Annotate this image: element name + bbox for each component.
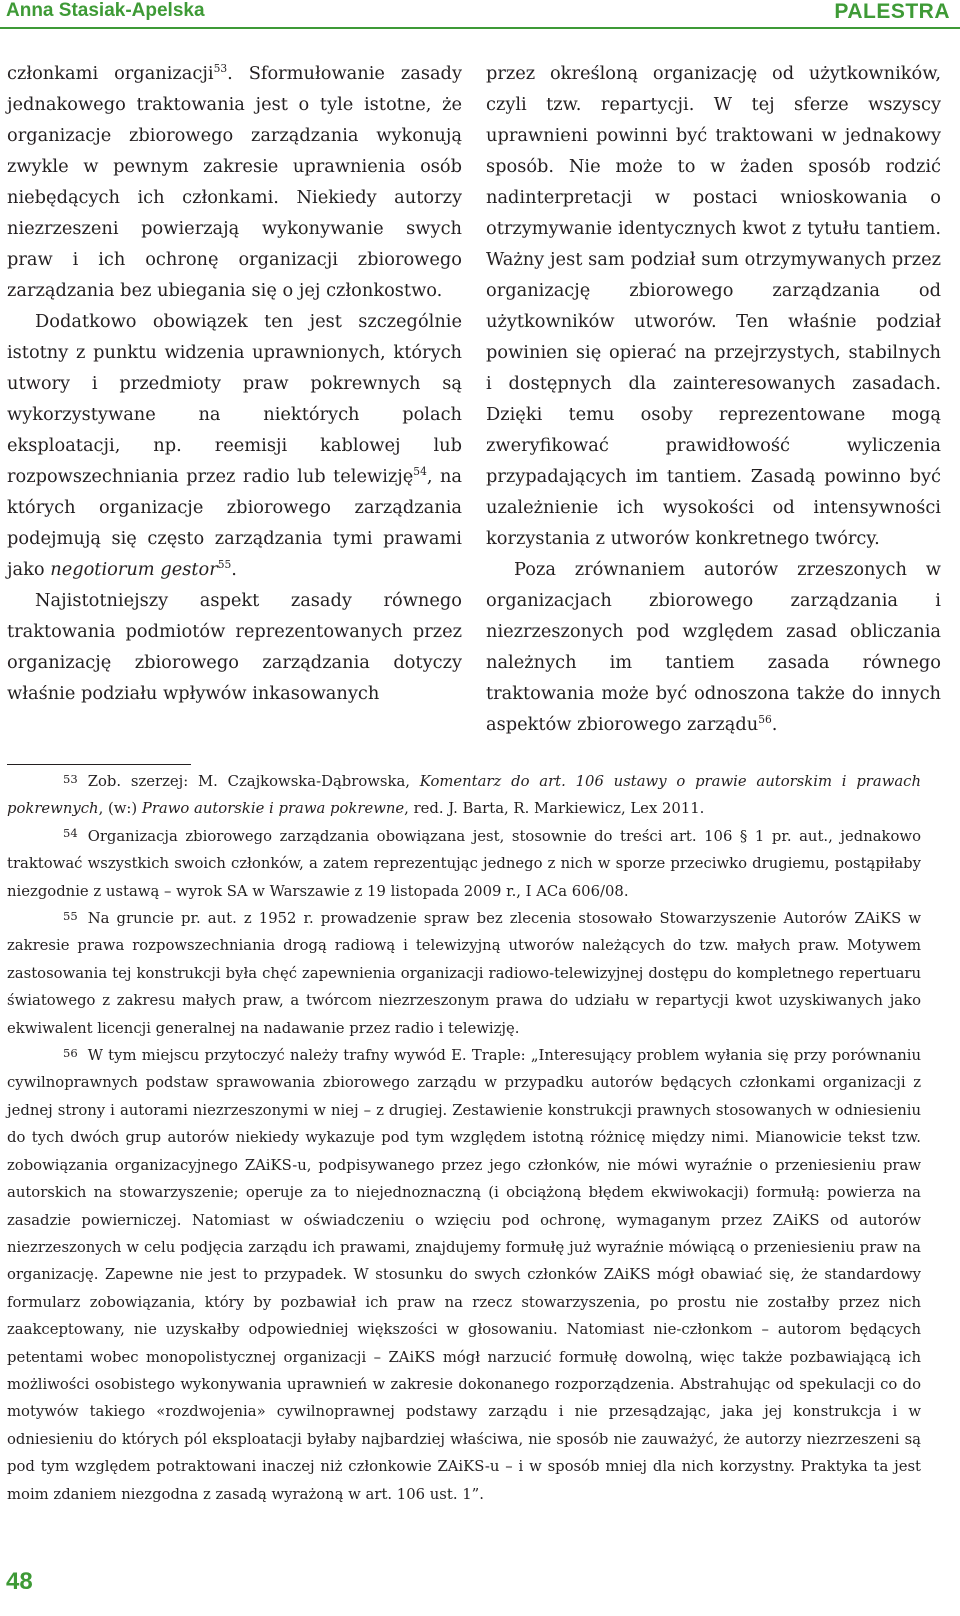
running-header-journal: PALESTRA	[834, 0, 950, 23]
left-p1-text-a: członkami organizacji	[7, 63, 214, 84]
left-p2-text-a: Dodatkowo obowiązek ten jest szczególnie istotny z punktu widzenia uprawnionych, których utwory i przedmioty praw pokrewnych są wykorzystywane na niektórych polach eksploatacji, np. reemisji kablowej lub rozpowszechniania przez radio lub telewizję	[7, 311, 462, 487]
footnotes-section	[7, 768, 921, 1508]
footnote-53-italic-1: Komentarz do art. 106 ustawy o prawie autorskim i prawach pokrewnych	[7, 773, 921, 818]
footnote-56: 56 W tym miejscu przytoczyć należy trafny wywód E. Traple: „Interesujący problem wyłania się przy porównaniu cywilnoprawnych podstaw sprawowania zbiorowego zarządu w przypadku autorów będących członkami organizacji z jednej strony i autorami niezrzeszonymi w niej – z drugiej. Zestawienie konstrukcji prawnych stosowanych w odniesieniu do tych dwóch grup autorów niekiedy wykazuje pod tym względem istotną różnicę między nimi. Mianowicie tekst tzw. zobowiązania organizacyjnego ZAiKS-u, podpisywanego przez jego członków, nie mówi wyraźnie o przeniesieniu praw autorskich na stowarzyszenie; operuje za to niejednoznaczną (i obciążoną błędem ekwiwokacji) formułą: powierza na zasadzie powierniczej. Natomiast w oświadczeniu o wzięciu pod ochronę, wymaganym przez ZAiKS od autorów niezrzeszonych w celu podjęcia zarządu ich prawami, znajdujemy formułę już wyraźnie mówiącą o przeniesieniu praw na organizację. Zapewne nie jest to przypadek. W stosunku do swych członków ZAiKS mógł obawiać się, że standardowy formularz zobowiązania, który by pozbawiał ich praw na rzecz stowarzyszenia, po prostu nie zostałby przez nich zaakceptowany, nie uzyskałby odpowiedniej większości w głosowaniu. Natomiast nie-członkom – autorom będących petentami wobec monopolistycznej organizacji – ZAiKS mógł narzucić formułę dowolną, więc także pozbawiającą ich możliwości osobistego wykonywania uprawnień w zakresie dokonanego rozporządzenia. Abstrahując od spekulacji co do motywów takiego «rozdwojenia» cywilnoprawnej podstawy zarządu i nie przesądzając, jaka jej konstrukcja i w odniesieniu do których pól eksploatacji byłaby najbardziej właściwa, nie sposób nie zauważyć, że autorzy niezrzeszeni są pod tym względem potraktowani inaczej niż członkowie ZAiKS-u – i w sposób mniej dla nich korzystny. Praktyka ta jest moim zdaniem niezgodna z zasadą wyrażoną w art. 106 ust. 1”.	[7, 1045, 921, 1503]
footnote-55-text: Na gruncie pr. aut. z 1952 r. prowadzenie spraw bez zlecenia stosowało Stowarzyszenie Autorów ZAiKS w zakresie prawa rozpowszechniania drogą radiową i telewizyjną utworów należących do tzw. małych praw. Motywem zastosowania tej konstrukcji była chęć zapewnienia organizacji radiowo-telewizyjnej dostępu do kompletnego repertuaru światowego z zakresu małych praw, a twórcom niezrzeszonym prawa do udziału w repartycji kwot uzyskiwanych jako ekwiwalent licencji generalnej na nadawanie przez radio i telewizję.	[7, 910, 921, 1037]
footnote-54: 54 Organizacja zbiorowego zarządzania obowiązana jest, stosownie do treści art. 106 § 1 pr. aut., jednakowo traktować wszystkich swoich członków, a zatem reprezentując jednego z nich w sporze przeciwko drugiemu, postąpiłaby niezgodnie z ustawą – wyrok SA w Warszawie z 19 listopada 2009 r., I ACa 606/08.	[7, 826, 921, 900]
left-p2-italic: negotiorum gestor	[50, 559, 218, 580]
right-paragraph-1: przez określoną organizację od użytkowników, czyli tzw. repartycji. W tej sferze wszyscy uprawnieni powinni być traktowani w jednakowy sposób. Nie może to w żaden sposób rodzić nadinterpretacji w postaci wnioskowania o otrzymywanie identycznych kwot z tytułu tantiem. Ważny jest sam podział sum otrzymywanych przez organizację zbiorowego zarządzania od użytkowników utworów. Ten właśnie podział powinien się opierać na przejrzystych, stabilnych i dostępnych dla zainteresowanych zasadach. Dzięki temu osoby reprezentowane mogą zweryfikować prawidłowość wyliczenia przypadających im tantiem. Zasadą powinno być uzależnienie ich wysokości od intensywności korzystania z utworów konkretnego twórcy.	[486, 63, 941, 549]
left-paragraph-3: Najistotniejszy aspekt zasady równego traktowania podmiotów reprezentowanych przez organizację zbiorowego zarządzania dotyczy właśnie podziału wpływów inkasowanych	[7, 590, 462, 704]
footnote-53-italic-2: Prawo autorskie i prawa pokrewne	[141, 800, 405, 818]
footnote-53-text-a: Zob. szerzej: M. Czajkowska-Dąbrowska,	[87, 773, 420, 790]
left-p2-text-b: , na których organizacje zbiorowego zarządzania podejmują się często zarządzania tymi prawami jako	[7, 466, 463, 580]
left-paragraph-1	[7, 58, 462, 306]
footnote-ref-54[interactable]: 54	[413, 465, 427, 479]
footnote-ref-56[interactable]: 56	[758, 713, 772, 727]
running-header-author: Anna Stasiak-Apelska	[6, 0, 205, 21]
right-column	[486, 58, 941, 740]
footnote-55: 55 Na gruncie pr. aut. z 1952 r. prowadzenie spraw bez zlecenia stosowało Stowarzyszenie Autorów ZAiKS w zakresie prawa rozpowszechniania drogą radiową i telewizyjną utworów należących do tzw. małych praw. Motywem zastosowania tej konstrukcji była chęć zapewnienia organizacji radiowo-telewizyjnej dostępu do kompletnego repertuaru światowego z zakresu małych praw, a twórcom niezrzeszonym prawa do udziału w repartycji kwot uzyskiwanych jako ekwiwalent licencji generalnej na nadawanie przez radio i telewizję.	[7, 908, 921, 1037]
right-p2-text-a: Poza zrównaniem autorów zrzeszonych w organizacjach zbiorowego zarządzania i niezrzeszonych pod względem zasad obliczania należnych im tantiem zasada równego traktowania może być odnoszona także do innych aspektów zbiorowego zarządu	[486, 559, 941, 735]
footnote-ref-55[interactable]: 55	[217, 558, 232, 572]
footnote-53: 53 Zob. szerzej: M. Czajkowska-Dąbrowska, Komentarz do art. 106 ustawy o prawie autorskim i prawach pokrewnych, (w:) Prawo autorskie i prawa pokrewne, red. J. Barta, R. Markiewicz, Lex 2011.	[7, 771, 921, 818]
left-paragraph-2	[7, 306, 462, 585]
page-number: 48	[6, 1568, 33, 1595]
left-p1-text-b: . Sformułowanie zasady jednakowego traktowania jest o tyle istotne, że organizacje zbiorowego zarządzania wykonują zwykle w pewnym zakresie uprawnienia osób niebędących ich członkami. Niekiedy autorzy niezrzeszeni powierzają wykonywanie swych praw i ich ochronę organizacji zbiorowego zarządzania bez ubiegania się o jej członkostwo.	[7, 63, 462, 301]
footnote-54-text: Organizacja zbiorowego zarządzania obowiązana jest, stosownie do treści art. 106 § 1 pr. aut., jednakowo traktować wszystkich swoich członków, a zatem reprezentując jednego z nich w sporze przeciwko drugiemu, postąpiłaby niezgodnie z ustawą – wyrok SA w Warszawie z 19 listopada 2009 r., I ACa 606/08.	[7, 827, 921, 900]
right-paragraph-2	[486, 554, 941, 740]
footnote-56-text: W tym miejscu przytoczyć należy trafny wywód E. Traple: „Interesujący problem wyłania się przy porównaniu cywilnoprawnych podstaw sprawowania zbiorowego zarządu w przypadku autorów będących członkami organizacji z jednej strony i autorami niezrzeszonymi w niej – z drugiej. Zestawienie konstrukcji prawnych stosowanych w odniesieniu do tych dwóch grup autorów niekiedy wykazuje pod tym względem istotną różnicę między nimi. Mianowicie tekst tzw. zobowiązania organizacyjnego ZAiKS-u, podpisywanego przez jego członków, nie mówi wyraźnie o przeniesieniu praw autorskich na stowarzyszenie; operuje za to niejednoznaczną (i obciążoną błędem ekwiwokacji) formułą: powierza na zasadzie powierniczej. Natomiast w oświadczeniu o wzięciu pod ochronę, wymaganym przez ZAiKS od autorów niezrzeszonych w celu podjęcia zarządu ich prawami, znajdujemy formułę już wyraźnie mówiącą o przeniesieniu praw na organizację. Zapewne nie jest to przypadek. W stosunku do swych członków ZAiKS mógł obawiać się, że standardowy formularz zobowiązania, który by pozbawiał ich praw na rzecz stowarzyszenia, po prostu nie zostałby przez nich zaakceptowany, nie uzyskałby odpowiedniej większości w głosowaniu. Natomiast nie-członkom – autorom będących petentami wobec monopolistycznej organizacji – ZAiKS mógł narzucić formułę dowolną, więc także pozbawiającą ich możliwości osobistego wykonywania uprawnień w zakresie dokonanego rozporządzenia. Abstrahując od spekulacji co do motywów takiego «rozdwojenia» cywilnoprawnej podstawy zarządu i nie przesądzając, jaka jej konstrukcja i w odniesieniu do których pól eksploatacji byłaby najbardziej właściwa, nie sposób nie zauważyć, że autorzy niezrzeszeni są pod tym względem potraktowani inaczej niż członkowie ZAiKS-u – i w sposób mniej dla nich korzystny. Praktyka ta jest moim zdaniem niezgodna z zasadą wyrażoną w art. 106 ust. 1”.	[7, 1047, 921, 1503]
footnote-53-text-b: , (w:)	[98, 800, 142, 818]
footnote-ref-53[interactable]: 53	[213, 62, 228, 76]
footnote-53-text-c: , red. J. Barta, R. Markiewicz, Lex 2011.	[404, 800, 705, 818]
left-p2-text-c: .	[231, 559, 237, 580]
footnote-separator	[7, 764, 191, 765]
header-divider	[0, 27, 960, 29]
left-column	[7, 58, 462, 709]
right-p2-text-b: .	[771, 714, 778, 735]
